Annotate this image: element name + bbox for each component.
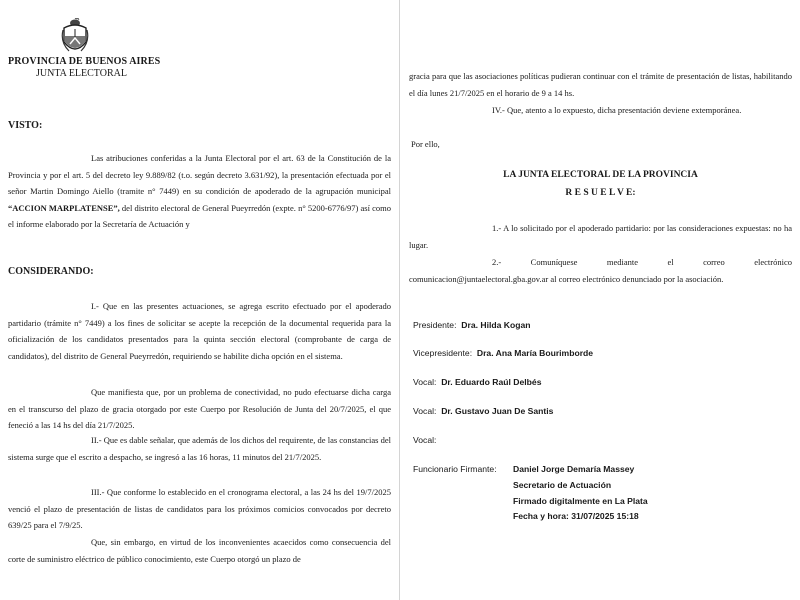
signature-vicepresidente: Vicepresidente: Dra. Ana María Bourimborde [413, 348, 594, 358]
firmante-date: Fecha y hora: 31/07/2025 15:18 [513, 511, 639, 521]
article-1: 1.- A lo solicitado por el apoderado partidario: por las consideraciones expuestas: no ha lugar. [409, 223, 792, 250]
party-name: “ACCION MARPLATENSE”, [8, 202, 120, 213]
por-ello: Por ello, [411, 139, 440, 149]
signature-vocal-3: Vocal: [413, 435, 437, 445]
vicepresidente-name: Dra. Ana María Bourimborde [476, 348, 594, 358]
firmante-label: Funcionario Firmante: [413, 464, 497, 474]
page-divider [399, 0, 400, 600]
firmante-place: Firmado digitalmente en La Plata [513, 496, 648, 506]
considerando-p1: I.- Que en las presentes actuaciones, se agrega escrito efectuado por el apoderado partidario (trámite n° 7449) a los fines de solicitar se acepte la recepción de la documental requerida para la oficialización de los candidatos presentados para la quinta sección electoral (comprobante de carga de candidatos), del distrito de General Pueyrredón, requiriendo se habilite dicha opción en el sistema. [8, 301, 391, 361]
signature-vocal-2: Vocal: Dr. Gustavo Juan De Santis [413, 406, 554, 416]
vocal-2-name: Dr. Gustavo Juan De Santis [441, 406, 554, 416]
junta-title: LA JUNTA ELECTORAL DE LA PROVINCIA [503, 170, 698, 180]
junta-subtitle: JUNTA ELECTORAL [36, 68, 127, 79]
firmante-name: Daniel Jorge Demaría Massey [513, 464, 635, 474]
article-2: 2.- Comuníquese mediante el correo electrónico comunicacion@juntaelectoral.gba.gov.ar al correo electrónico denunciado por la asociación. [409, 257, 792, 284]
vocal-1-name: Dr. Eduardo Raúl Delbés [441, 377, 542, 387]
resuelve-heading: R E S U E L V E: [565, 188, 636, 198]
considerando-heading: CONSIDERANDO: [8, 266, 94, 277]
considerando-p2: Que manifiesta que, por un problema de conectividad, no pudo efectuarse dicha carga en el transcurso del plazo de gracia otorgado por este Cuerpo por Resolución de Junta del 20/7/2025, el que feneció a las 14 hs del día 21/7/2025. [8, 387, 391, 431]
signature-vocal-1: Vocal: Dr. Eduardo Raúl Delbés [413, 377, 542, 387]
visto-paragraph: Las atribuciones conferidas a la Junta Electoral por el art. 63 de la Constitución de la Provincia y por el art. 5 del decreto ley 9.889/82 (t.o. según decreto 3.631/92), la presentación efectuada por el señor Martin Domingo Aiello (tramite n° 7449) en su condición de apoderado de la agrupación municipal “ACCION MARPLATENSE”, del distrito electoral de General Pueyrredón (expte. n° 5200-6776/97) así como el informe elaborado por la Secretaría de Actuación y [8, 153, 391, 230]
visto-heading: VISTO: [8, 120, 43, 131]
considerando-p5: Que, sin embargo, en virtud de los inconvenientes acaecidos como consecuencia del corte de suministro eléctrico de público conocimiento, este Cuerpo otorgó un plazo de [8, 537, 391, 564]
province-crest-icon [61, 18, 89, 58]
considerando-p3: II.- Que es dable señalar, que además de los dichos del requirente, de las constancias del sistema surge que el escrito a despacho, se ingresó a las 16 horas, 11 minutos del 21/7/2025. [8, 435, 391, 462]
continuation-paragraph: gracia para que las asociaciones políticas pudieran continuar con el trámite de presentación de listas, habilitando el día lunes 21/7/2025 en el horario de 9 a 14 hs. [409, 71, 792, 98]
considerando-p4: III.- Que conforme lo establecido en el cronograma electoral, a las 24 hs del 19/7/2025 venció el plazo de presentación de listas de candidatos para los próximos comicios convocados por decreto 639/25 para el 7/9/25. [8, 487, 391, 531]
province-title: PROVINCIA DE BUENOS AIRES [8, 56, 161, 67]
firmante-role: Secretario de Actuación [513, 480, 612, 490]
presidente-name: Dra. Hilda Kogan [461, 320, 531, 330]
considerando-p6: IV.- Que, atento a lo expuesto, dicha presentación deviene extemporánea. [492, 105, 742, 115]
signature-presidente: Presidente: Dra. Hilda Kogan [413, 320, 531, 330]
